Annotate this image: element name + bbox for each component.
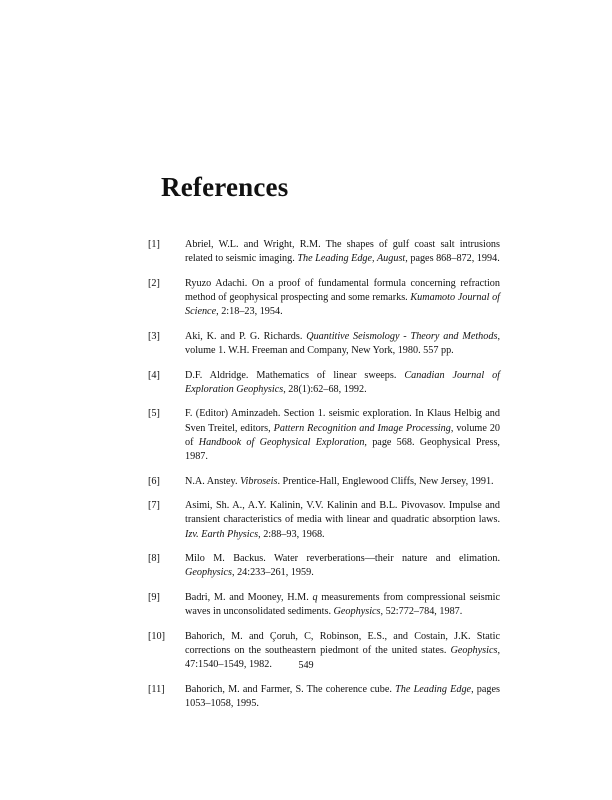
reference-text	[185, 684, 500, 709]
reference-italic-segment: Geophysics	[333, 606, 381, 618]
reference-text	[185, 278, 500, 317]
reference-text	[185, 592, 500, 617]
reference-italic-segment: Pattern Recognition and Image Processing	[273, 422, 451, 434]
reference-segment: D.F. Aldridge. Mathematics of linear sweeps.	[185, 369, 405, 381]
reference-segment: , 52:772–784, 1987.	[380, 606, 463, 618]
reference-number: [6]	[148, 475, 160, 487]
reference-italic-segment: Kumamoto Journal of Science	[185, 292, 500, 318]
reference-item	[148, 683, 500, 711]
reference-italic-segment: The Leading Edge, August	[297, 253, 406, 265]
reference-number: [11]	[148, 683, 165, 695]
reference-italic-segment: The Leading Edge	[395, 683, 472, 695]
reference-item	[148, 277, 500, 320]
reference-item	[148, 369, 500, 397]
reference-segment: Aki, K. and P. G. Richards.	[185, 330, 307, 342]
reference-text	[185, 476, 494, 487]
reference-segment: Ryuzo Adachi. On a proof of fundamental formula concerning refraction method of geophysical prospecting and some remarks.	[185, 277, 500, 303]
reference-segment: Bahorich, M. and Çoruh, C, Robinson, E.S., and Costain, J.K. Static corrections on the southeastern piedmont of the united states.	[185, 630, 500, 656]
reference-italic-segment: Geophysics	[450, 644, 498, 656]
reference-segment: measurements from compressional seismic waves in unconsolidated sediments.	[185, 591, 500, 618]
reference-item	[148, 330, 500, 358]
reference-segment: , 28(1):62–68, 1992.	[283, 383, 367, 395]
reference-segment: , page 568. Geophysical Press, 1987.	[185, 436, 500, 462]
reference-text	[185, 408, 500, 462]
reference-segment: , 2:18–23, 1954.	[216, 306, 283, 318]
reference-item	[148, 475, 500, 489]
reference-italic-segment: Geophysics	[185, 567, 232, 579]
reference-number: [4]	[148, 369, 160, 381]
reference-item	[148, 407, 500, 464]
reference-segment: Asimi, Sh. A., A.Y. Kalinin, V.V. Kalinin and B.L. Pivovasov. Impulse and transient characteristics of media with linear and quadratic absorption laws.	[185, 500, 500, 526]
reference-segment: Milo M. Backus. Water reverberations—their nature and elimation.	[185, 553, 500, 565]
reference-segment: Bahorich, M. and Farmer, S. The coherence cube.	[185, 683, 396, 695]
reference-italic-segment: Quantitive Seismology - Theory and Methods	[306, 330, 498, 342]
references-heading: References	[161, 172, 289, 202]
reference-segment: , 24:233–261, 1959.	[231, 567, 314, 579]
reference-segment: , 47:1540–1549, 1982.	[185, 644, 500, 671]
reference-item	[148, 238, 500, 266]
reference-text	[185, 331, 500, 356]
reference-number: [2]	[148, 277, 160, 289]
reference-number: [10]	[148, 630, 165, 642]
reference-number: [1]	[148, 239, 160, 250]
reference-segment: , pages 868–872, 1994.	[405, 253, 500, 265]
reference-list	[148, 238, 500, 722]
reference-segment: Badri, M. and Mooney, H.M.	[185, 591, 313, 603]
reference-italic-segment: Vibroseis	[240, 475, 278, 487]
reference-number: [7]	[148, 500, 160, 512]
reference-italic-segment: Canadian Journal of Exploration Geophysics	[185, 369, 501, 395]
reference-item	[148, 499, 500, 542]
reference-number: [5]	[148, 408, 160, 420]
reference-number: [9]	[148, 591, 160, 603]
reference-segment: , volume 1. W.H. Freeman and Company, New York, 1980. 557 pp.	[185, 330, 500, 356]
reference-text	[185, 553, 500, 578]
reference-segment: , 2:88–93, 1968.	[258, 528, 325, 540]
reference-number: [3]	[148, 330, 160, 342]
reference-italic-segment: Handbook of Geophysical Exploration	[198, 436, 365, 448]
reference-text	[185, 370, 500, 395]
reference-item	[148, 552, 500, 580]
reference-segment: . Prentice-Hall, Englewood Cliffs, New Jersey, 1991.	[277, 475, 494, 487]
reference-number: [8]	[148, 553, 160, 565]
reference-segment: Abriel, W.L. and Wright, R.M. The shapes of gulf coast salt intrusions related to seismic imaging.	[185, 239, 500, 265]
reference-segment: , volume 20 of	[185, 422, 501, 448]
reference-segment: F. (Editor) Aminzadeh. Section 1. seismic exploration. In Klaus Helbig and Sven Treitel, editors,	[185, 408, 500, 434]
reference-text	[185, 500, 500, 539]
reference-item	[148, 591, 500, 619]
page-number: 549	[298, 660, 314, 671]
reference-italic-segment: Izv. Earth Physics	[185, 528, 259, 540]
reference-segment: , pages 1053–1058, 1995.	[185, 683, 500, 709]
reference-italic-segment: q	[312, 591, 318, 603]
reference-text	[185, 239, 500, 264]
reference-segment: N.A. Anstey.	[185, 475, 241, 487]
